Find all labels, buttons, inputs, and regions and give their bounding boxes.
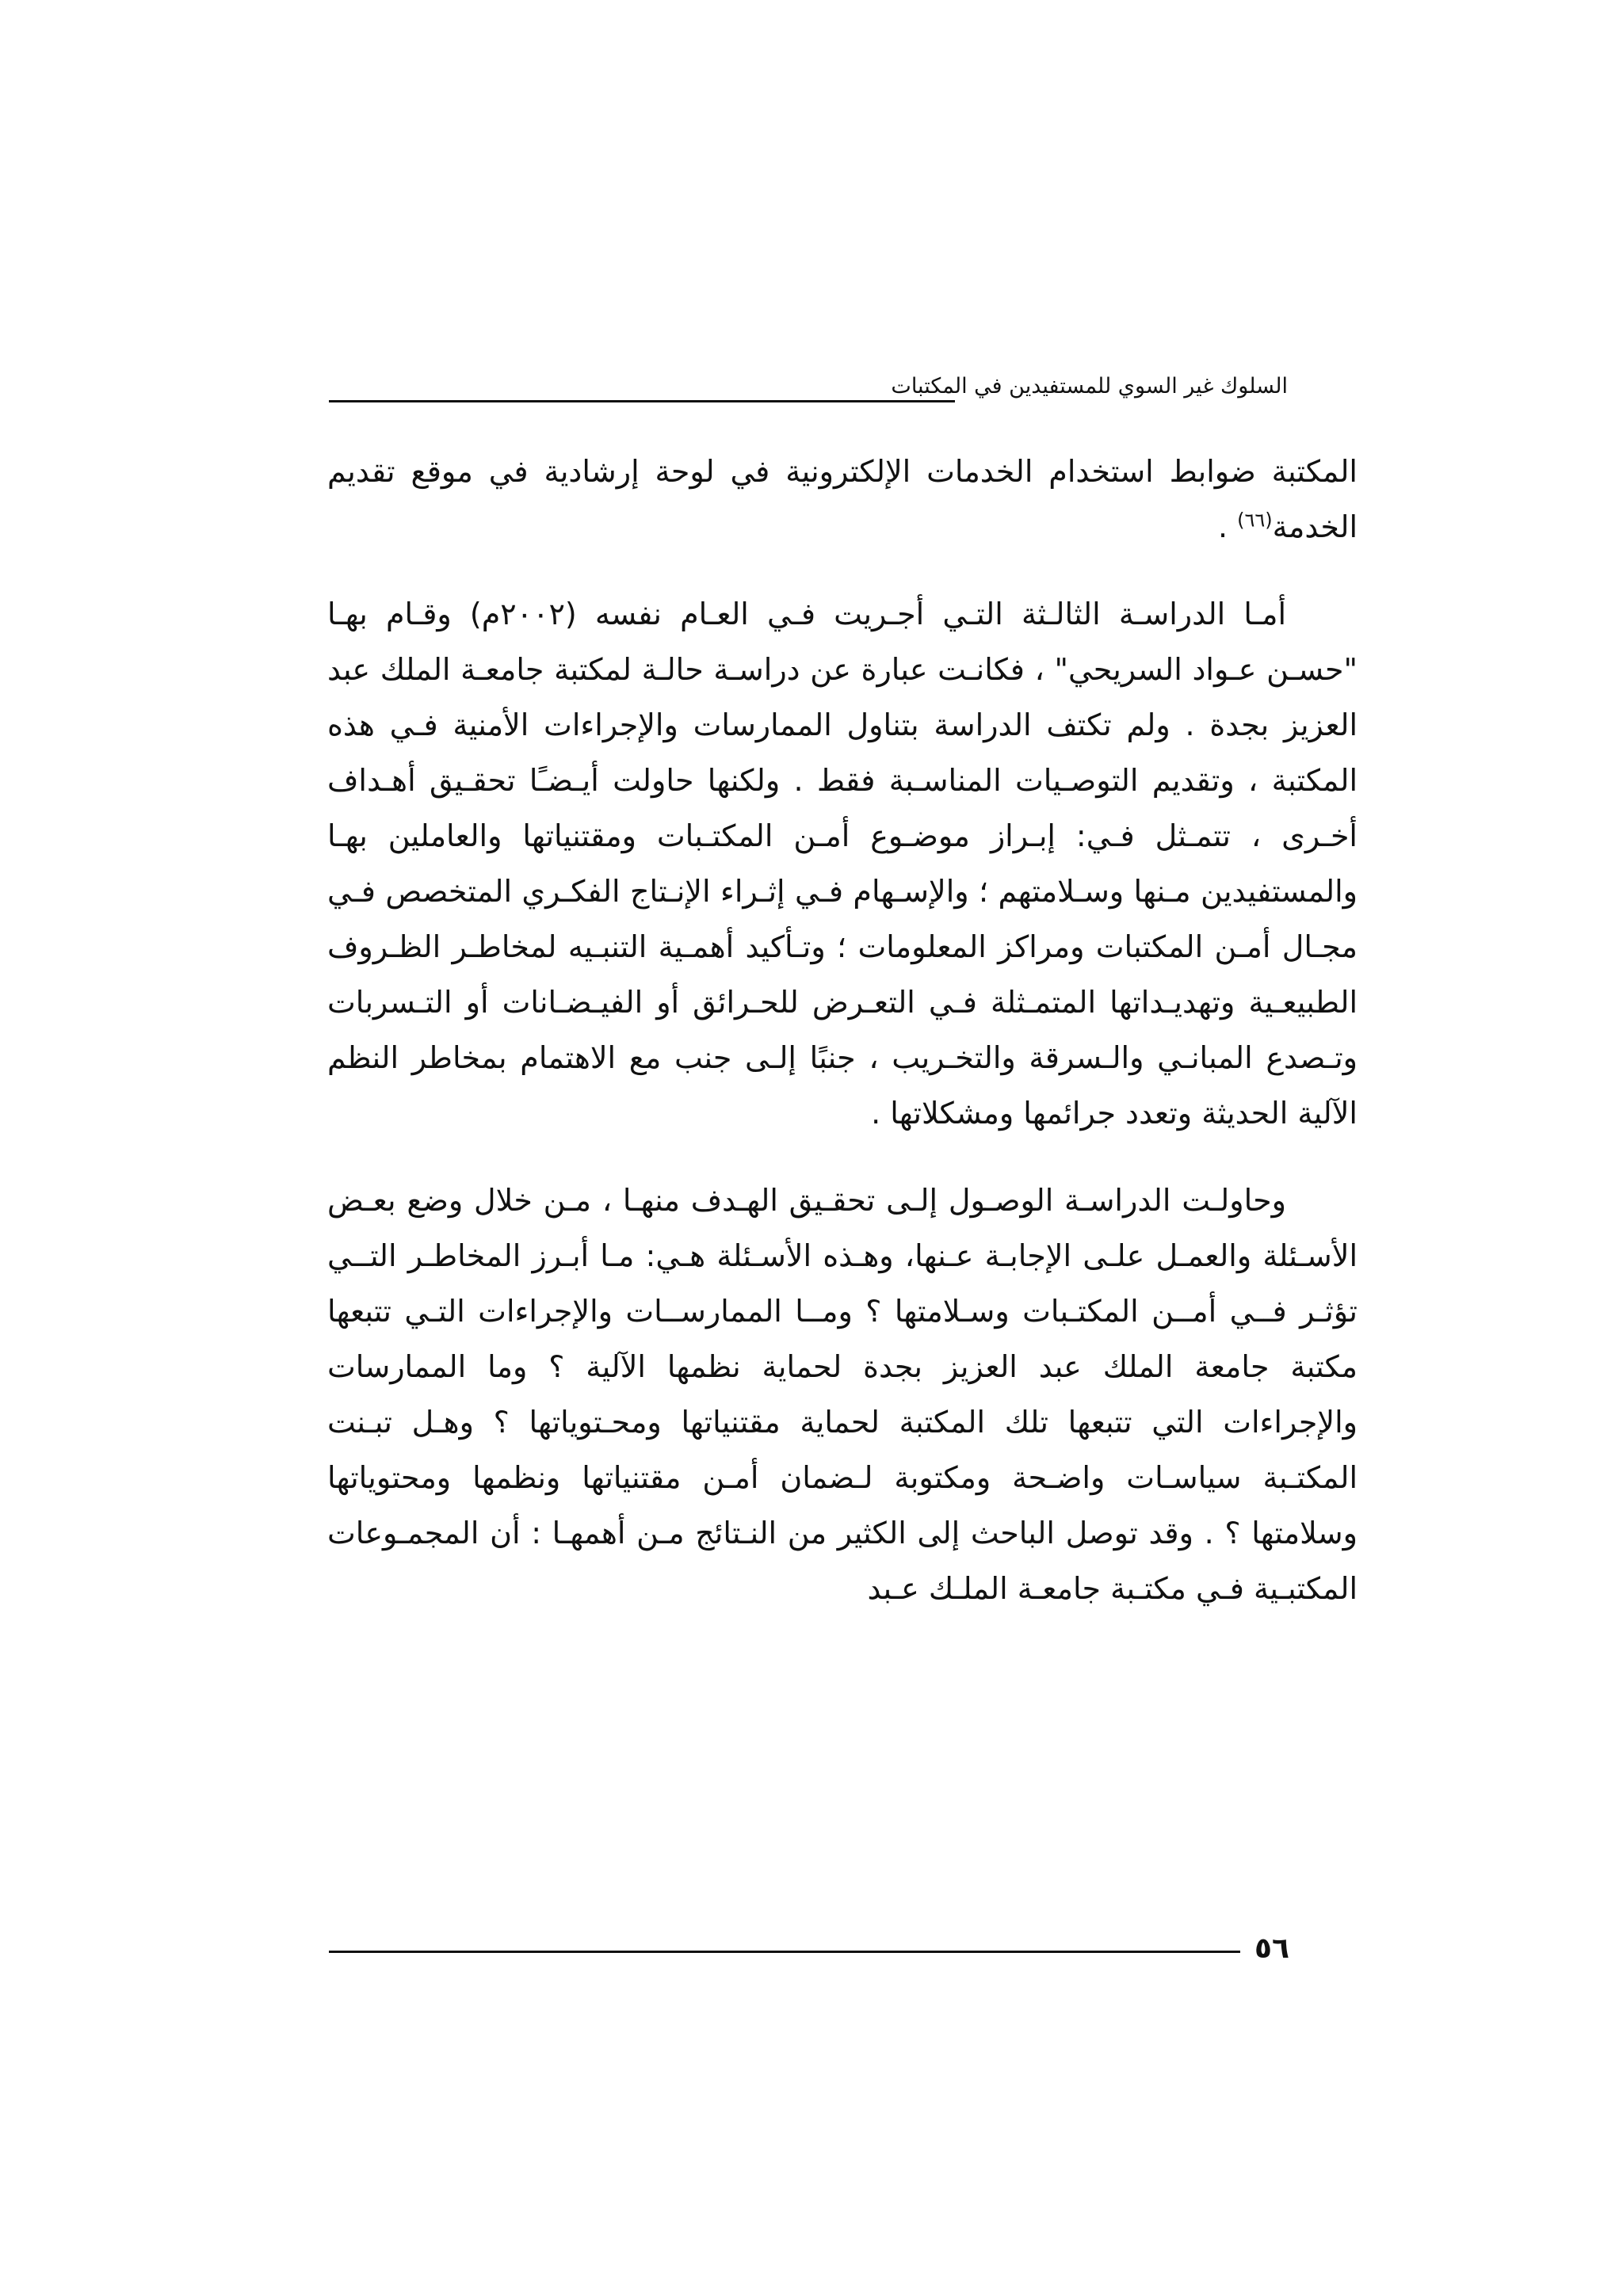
running-header bbox=[329, 372, 1288, 406]
running-header-title: السلوك غير السوي للمستفيدين في المكتبات bbox=[891, 374, 1288, 399]
page-footer bbox=[329, 1933, 1289, 1965]
paragraph-continuation bbox=[327, 444, 1358, 555]
footer-rule bbox=[329, 1951, 1240, 1953]
paragraph-third-study: أمـا الدراسـة الثالـثة التـي أجـريت فـي العـام نفسه (٢٠٠٢م) وقـام بهـا "حسـن عـواد السريحي" ، فكانـت عبارة عن دراسـة حالـة لمكتبة جامعـة الملك عبد العزيز بجدة . ولم تكتف الدراسة بتناول الممارسات والإجراءات الأمنية فـي هذه المكتبة ، وتقديم التوصـيات المناسـبة فقط . ولكنها حاولت أيـضـًا تحقـيق أهـداف أخـرى ، تتمـثل فـي: إبـراز موضـوع أمـن المكتـبات ومقتنياتها والعاملين بهـا والمستفيدين مـنها وسـلامتهم ؛ والإسـهام فـي إثـراء الإنـتاج الفكـري المتخصص فـي مجـال أمـن المكتبات ومراكز المعلومات ؛ وتـأكيد أهمـية التنبـيه لمخاطـر الظـروف الطبيعـية وتهديـداتها المتمـثلة فـي التعـرض للحـرائق أو الفيـضـانات أو التـسربات وتـصدع المبانـي والـسرقة والتخـريب ، جنبًا إلـى جنب مع الاهتمام بمخاطر النظم الآلية الحديثة وتعدد جرائمها ومشكلاتها . bbox=[327, 597, 1358, 1131]
footnote-marker[interactable]: (٦٦) bbox=[1237, 509, 1273, 532]
paragraph-study-questions: وحاولـت الدراسـة الوصـول إلـى تحقـيق الهـدف منهـا ، مـن خلال وضع بعـض الأسـئلة والعمـل علـى الإجابـة عـنها، وهـذه الأسـئلة هـي: مـا أبـرز المخاطـر التــي تؤثـر فــي أمــن المكتـبات وسـلامتها ؟ ومــا الممارســات والإجراءات التـي تتبعها مكتبة جامعة الملك عبد العزيز بجدة لحماية نظمها الآلية ؟ وما الممارسات والإجراءات التي تتبعها تلك المكتبة لحماية مقتنياتها ومحـتوياتها ؟ وهـل تبـنت المكتـبة سياسـات واضـحة ومكتوبة لـضمان أمـن مقتنياتها ونظمها ومحتوياتها وسلامتها ؟ . وقد توصل الباحث إلى الكثير من النـتائج مـن أهمهـا : أن المجمـوعات المكتبـية فـي مكتـبة جامعـة الملـك عـبد bbox=[327, 1183, 1358, 1606]
header-rule bbox=[329, 400, 955, 402]
page-number: ٥٦ bbox=[1254, 1932, 1289, 1965]
paragraph-text: المكتبة ضوابط استخدام الخدمات الإلكترونية في لوحة إرشادية في موقع تقديم الخدمة bbox=[327, 454, 1358, 544]
paragraph-tail: . bbox=[1217, 509, 1238, 544]
body-text bbox=[327, 444, 1358, 1648]
